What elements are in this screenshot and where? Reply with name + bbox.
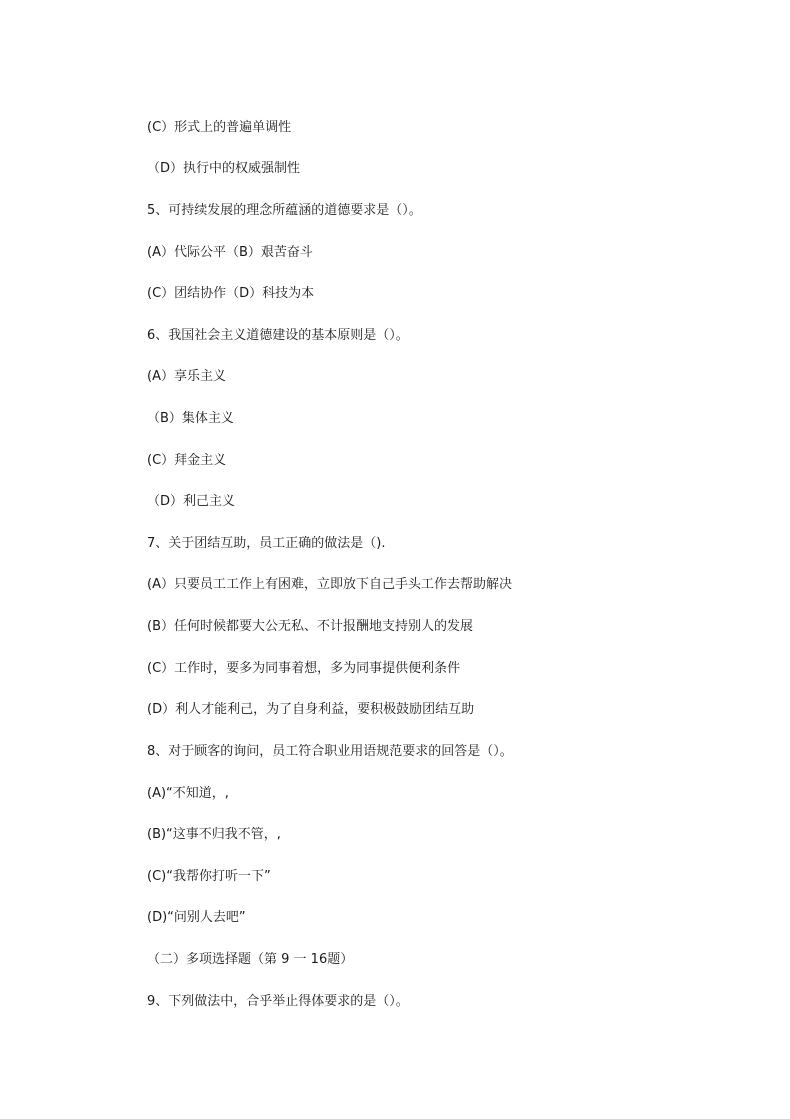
option-line: （B）集体主义 [147, 411, 234, 426]
option-line: (C）拜金主义 [147, 453, 227, 468]
option-line: (B)“这事不归我不管，, [147, 827, 281, 842]
option-line: (A）代际公平（B）艰苦奋斗 [147, 245, 313, 260]
option-line: (A)“不知道，, [147, 786, 229, 801]
option-line: (B）任何时候都要大公无私、不计报酬地支持别人的发展 [147, 619, 473, 634]
question-line: 6、我国社会主义道德建设的基本原则是（）。 [147, 328, 409, 343]
option-line: (C)“我帮你打听一下” [147, 869, 271, 884]
option-line: (A）享乐主义 [147, 369, 226, 384]
section-heading: （二）多项选择题（第 9 一 16题） [147, 952, 354, 967]
option-line: (D)“问别人去吧” [147, 910, 246, 925]
question-line: 9、下列做法中，合乎举止得体要求的是（）。 [147, 994, 409, 1009]
option-line: （D）利己主义 [147, 494, 236, 509]
option-line: (C）工作时，要多为同事着想，多为同事提供便利条件 [147, 661, 461, 676]
option-line: (D）利人才能利己，为了自身利益，要积极鼓励团结互助 [147, 702, 475, 717]
option-line: (C）形式上的普遍单调性 [147, 120, 292, 135]
option-line: （D）执行中的权威强制性 [147, 161, 301, 176]
question-line: 7、关于团结互助，员工正确的做法是（). [147, 536, 386, 551]
question-line: 8、对于顾客的询问，员工符合职业用语规范要求的回答是（）。 [147, 744, 513, 759]
option-line: (C）团结协作（D）科技为本 [147, 286, 315, 301]
question-line: 5、可持续发展的理念所蕴涵的道德要求是（）。 [147, 203, 422, 218]
option-line: (A）只要员工工作上有困难，立即放下自己手头工作去帮助解决 [147, 577, 512, 592]
